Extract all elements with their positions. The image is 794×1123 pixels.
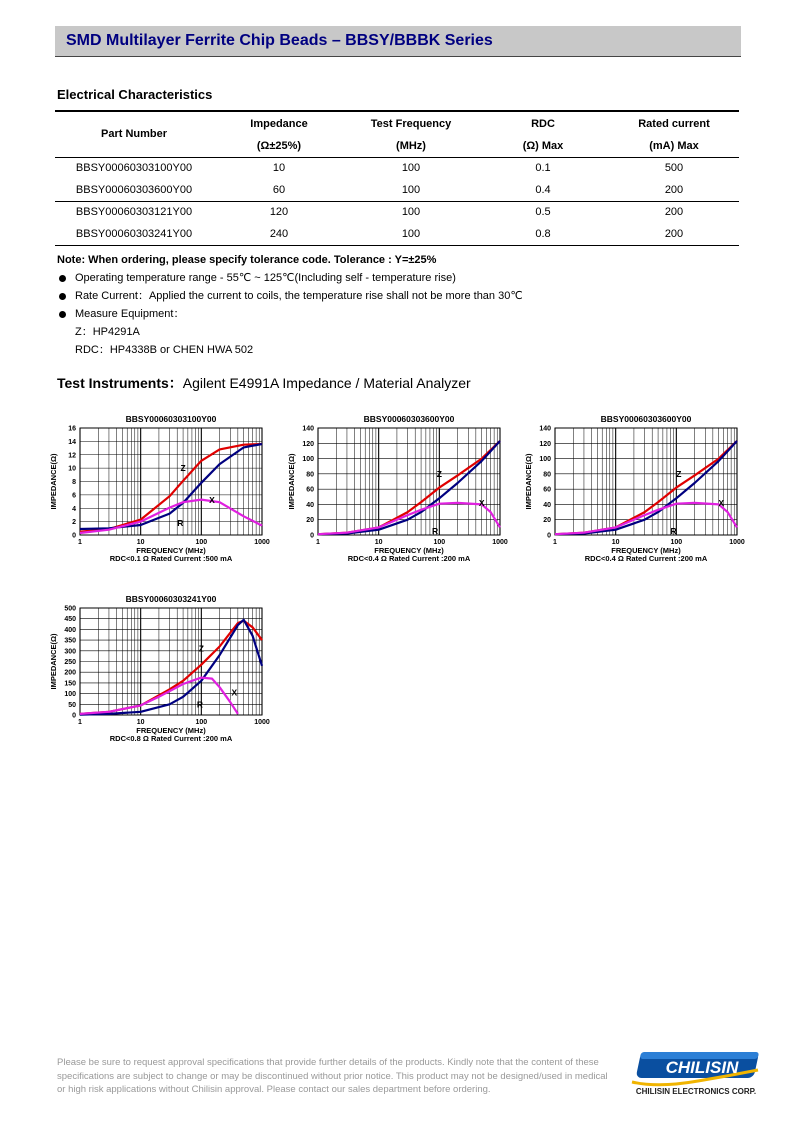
bullet-item <box>57 305 523 323</box>
y-axis-label: IMPEDANCE(Ω) <box>49 633 58 690</box>
equipment-rdc: RDC：HP4338B or CHEN HWA 502 <box>75 344 254 356</box>
ordering-note: Note: When ordering, please specify tolerance code. Tolerance : Y=±25% <box>57 254 437 266</box>
y-tick-label: 300 <box>64 648 76 656</box>
x-tick-label: 1000 <box>254 539 270 546</box>
cell-frequency: 100 <box>401 183 421 196</box>
bullet-item <box>57 269 523 287</box>
x-tick-label: 100 <box>433 539 446 546</box>
impedance-chart <box>44 410 274 575</box>
table-row <box>55 201 739 223</box>
chart-title: BBSY00060303600Y00 <box>363 414 455 424</box>
x-tick-label: 100 <box>670 539 683 546</box>
table-row <box>55 223 739 245</box>
series-label-x: X <box>478 497 485 508</box>
series-label-x: X <box>231 687 238 698</box>
series-line-r <box>80 620 262 715</box>
x-tick-label: 10 <box>611 539 620 546</box>
series-label-z: Z <box>198 643 204 654</box>
cell-part: BBSY00060303241Y00 <box>55 223 213 245</box>
y-tick-label: 50 <box>68 701 76 709</box>
y-tick-label: 2 <box>72 519 76 527</box>
disclaimer-footer: Please be sure to request approval specifications that provide further details of the products. Kindly note that the content of these specifications are subject to change or may be discontinued without prior notice. This product may not be designed/used in medical or high risk applications without Chilisin approval. Please contact our sales department before ordering. <box>57 1057 608 1095</box>
series-label-x: X <box>718 497 725 508</box>
impedance-chart <box>44 590 274 755</box>
y-tick-label: 8 <box>72 479 76 486</box>
y-tick-label: 400 <box>64 626 76 634</box>
cell-rdc: 0.5 <box>535 206 551 219</box>
col-header-part: Part Number <box>100 128 168 141</box>
x-axis-label: FREQUENCY (MHz) <box>611 546 681 555</box>
bullet-icon <box>59 275 66 282</box>
col-header-impedance: Impedance <box>250 117 308 130</box>
y-tick-label: 0 <box>72 532 76 540</box>
series-label-r: R <box>177 517 184 528</box>
y-tick-label: 60 <box>306 486 314 494</box>
chart-title: BBSY00060303241Y00 <box>125 594 217 604</box>
series-line-z <box>80 621 262 714</box>
y-tick-label: 0 <box>547 532 551 540</box>
col-header-frequency: Test Frequency <box>370 117 452 130</box>
y-tick-label: 140 <box>302 425 314 433</box>
impedance-chart <box>282 410 512 575</box>
y-tick-label: 14 <box>68 438 76 446</box>
bullet-icon <box>59 311 66 318</box>
y-tick-label: 350 <box>64 637 76 645</box>
y-tick-label: 100 <box>302 456 314 464</box>
series-line-z <box>318 441 500 537</box>
cell-impedance: 120 <box>269 206 289 219</box>
y-tick-label: 40 <box>306 501 314 509</box>
series-line-r <box>80 444 262 529</box>
table-row <box>55 157 739 179</box>
series-line-r <box>318 441 500 537</box>
y-tick-label: 80 <box>306 471 314 479</box>
cell-current: 200 <box>664 183 684 196</box>
y-tick-label: 20 <box>306 517 314 525</box>
chart-caption: RDC<0.8 Ω Rated Current :200 mA <box>109 734 233 743</box>
y-tick-label: 120 <box>302 440 314 448</box>
x-tick-label: 1000 <box>254 719 270 726</box>
cell-current: 500 <box>664 162 684 175</box>
series-label-r: R <box>670 526 677 537</box>
y-tick-label: 140 <box>539 425 551 433</box>
bullet-text: Measure Equipment： <box>75 308 185 320</box>
series-line-r <box>555 441 737 537</box>
cell-frequency: 100 <box>345 223 477 245</box>
cell-impedance: 240 <box>213 223 345 245</box>
y-axis-label: IMPEDANCE(Ω) <box>49 453 58 510</box>
cell-impedance: 60 <box>272 183 286 196</box>
test-instruments <box>57 373 471 393</box>
y-tick-label: 80 <box>543 471 551 479</box>
impedance-chart <box>519 410 749 575</box>
y-tick-label: 60 <box>543 486 551 494</box>
x-tick-label: 1 <box>78 719 82 726</box>
cell-part: BBSY00060303100Y00 <box>75 162 193 175</box>
chart-caption: RDC<0.4 Ω Rated Current :200 mA <box>584 554 708 563</box>
x-tick-label: 10 <box>136 719 145 726</box>
y-tick-label: 12 <box>68 452 76 460</box>
cell-impedance: 10 <box>272 162 286 175</box>
y-tick-label: 450 <box>64 616 76 624</box>
col-unit-current: (mA) Max <box>649 139 699 152</box>
x-tick-label: 100 <box>195 719 208 726</box>
series-label-x: X <box>209 495 215 506</box>
cell-rdc: 0.4 <box>535 183 551 196</box>
col-header-rdc: RDC <box>531 117 555 130</box>
x-tick-label: 1 <box>316 539 320 546</box>
y-tick-label: 4 <box>72 505 76 513</box>
y-axis-label: IMPEDANCE(Ω) <box>287 453 296 510</box>
series-label-r: R <box>431 526 439 537</box>
notes-block <box>57 251 523 359</box>
series-label-z: Z <box>676 468 682 479</box>
test-instruments-label: Test Instruments： <box>57 375 183 391</box>
header-rule <box>55 56 741 57</box>
test-instruments-value: Agilent E4991A Impedance / Material Analyzer <box>182 375 471 391</box>
table-header-row <box>55 111 739 135</box>
y-tick-label: 500 <box>64 605 76 613</box>
y-tick-label: 100 <box>64 691 76 699</box>
cell-part: BBSY00060303121Y00 <box>75 206 193 219</box>
x-axis-label: FREQUENCY (MHz) <box>136 546 206 555</box>
col-unit-impedance: (Ω±25%) <box>256 139 302 152</box>
table-row <box>55 179 739 201</box>
y-tick-label: 0 <box>310 532 314 540</box>
chart-caption: RDC<0.1 Ω Rated Current :500 mA <box>109 554 233 563</box>
bullet-text: Operating temperature range - 55℃ ~ 125℃(Including self - temperature rise) <box>75 272 456 284</box>
x-tick-label: 10 <box>136 539 145 546</box>
x-axis-label: FREQUENCY (MHz) <box>374 546 444 555</box>
y-tick-label: 200 <box>64 669 76 677</box>
electrical-characteristics-table <box>55 110 739 246</box>
chilisin-logo <box>628 1048 764 1096</box>
col-header-current: Rated current <box>638 117 710 130</box>
x-tick-label: 1 <box>553 539 557 546</box>
chart-title: BBSY00060303600Y00 <box>600 414 692 424</box>
section-title: Electrical Characteristics <box>57 87 213 102</box>
y-tick-label: 120 <box>539 440 551 448</box>
y-tick-label: 16 <box>68 425 76 433</box>
y-tick-label: 250 <box>64 659 76 666</box>
cell-rdc: 0.8 <box>477 223 609 245</box>
chart-title: BBSY00060303100Y00 <box>125 414 217 424</box>
series-label-z: Z <box>436 468 442 479</box>
y-tick-label: 40 <box>543 501 551 509</box>
y-tick-label: 150 <box>64 680 76 688</box>
chart-caption: RDC<0.4 Ω Rated Current :200 mA <box>347 554 471 563</box>
col-unit-rdc: (Ω) Max <box>522 139 564 152</box>
x-tick-label: 1000 <box>729 539 745 546</box>
bullet-icon <box>59 293 66 300</box>
bullet-text: Rate Current：Applied the current to coils, the temperature rise shall not be more than 30℃ <box>75 290 523 302</box>
x-tick-label: 10 <box>374 539 383 546</box>
series-label-r: R <box>196 699 204 710</box>
y-tick-label: 0 <box>72 712 76 720</box>
x-tick-label: 1 <box>78 539 82 546</box>
logo-company: CHILISIN ELECTRONICS CORP. <box>635 1087 757 1096</box>
x-tick-label: 100 <box>195 539 208 546</box>
series-label-z: Z <box>180 463 186 474</box>
page-title: SMD Multilayer Ferrite Chip Beads – BBSY/BBBK Series <box>66 32 493 49</box>
y-axis-label: IMPEDANCE(Ω) <box>524 453 533 510</box>
cell-current: 200 <box>609 223 739 245</box>
x-tick-label: 1000 <box>492 539 508 546</box>
cell-current: 200 <box>664 206 684 219</box>
series-line-z <box>555 441 737 537</box>
equipment-z: Z：HP4291A <box>75 326 140 338</box>
cell-part: BBSY00060303600Y00 <box>75 183 193 196</box>
header-bar <box>55 26 741 56</box>
y-tick-label: 6 <box>72 492 76 500</box>
x-axis-label: FREQUENCY (MHz) <box>136 726 206 735</box>
y-tick-label: 100 <box>539 456 551 464</box>
y-tick-label: 20 <box>543 517 551 525</box>
bullet-item <box>57 287 523 305</box>
col-unit-frequency: (MHz) <box>396 139 426 152</box>
y-tick-label: 10 <box>68 465 76 473</box>
logo-brand: CHILISIN <box>665 1058 739 1077</box>
series-line-z <box>80 444 262 532</box>
cell-frequency: 100 <box>401 162 421 175</box>
cell-frequency: 100 <box>401 206 421 219</box>
cell-rdc: 0.1 <box>535 162 551 175</box>
